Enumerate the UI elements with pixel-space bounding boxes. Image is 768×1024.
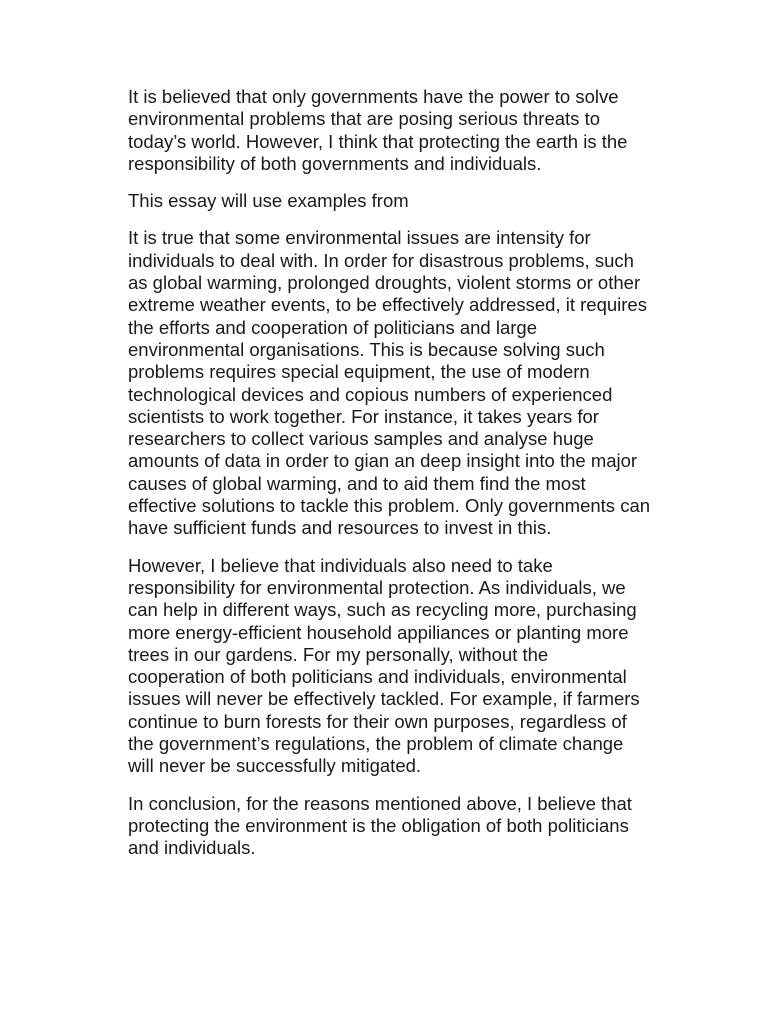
- conclusion-paragraph: In conclusion, for the reasons mentioned above, I believe that protecting the environment is the obligation of both politicians and individuals.: [128, 792, 632, 859]
- outline-paragraph: This essay will use examples from: [128, 190, 409, 212]
- body-paragraph-individuals: However, I believe that individuals also need to take responsibility for environmental protection. As individuals, we can help in different ways, such as recycling more, purchasing more energy-efficient household appiliances or planting more trees in our gardens. For my personally, without the cooperation of both politicians and individuals, environmental issues will never be effectively tackled. For example, if farmers continue to burn forests for their own purposes, regardless of the government’s regulations, the problem of climate change will never be successfully mitigated.: [128, 554, 640, 777]
- intro-paragraph: It is believed that only governments have the power to solve environmental problems that are posing serious threats to today’s world. However, I think that protecting the earth is the responsibility of both governments and individuals.: [128, 86, 628, 174]
- essay-body: [128, 86, 718, 875]
- body-paragraph-governments: It is true that some environmental issues are intensity for individuals to deal with. In order for disastrous problems, such as global warming, prolonged droughts, violent storms or other extreme weather events, to be effectively addressed, it requires the efforts and cooperation of politicians and large environmental organisations. This is because solving such problems requires special equipment, the use of modern technological devices and copious numbers of experienced scientists to work together. For instance, it takes years for researchers to collect various samples and analyse huge amounts of data in order to gian an deep insight into the major causes of global warming, and to aid them find the most effective solutions to tackle this problem. Only governments can have sufficient funds and resources to invest in this.: [128, 227, 651, 539]
